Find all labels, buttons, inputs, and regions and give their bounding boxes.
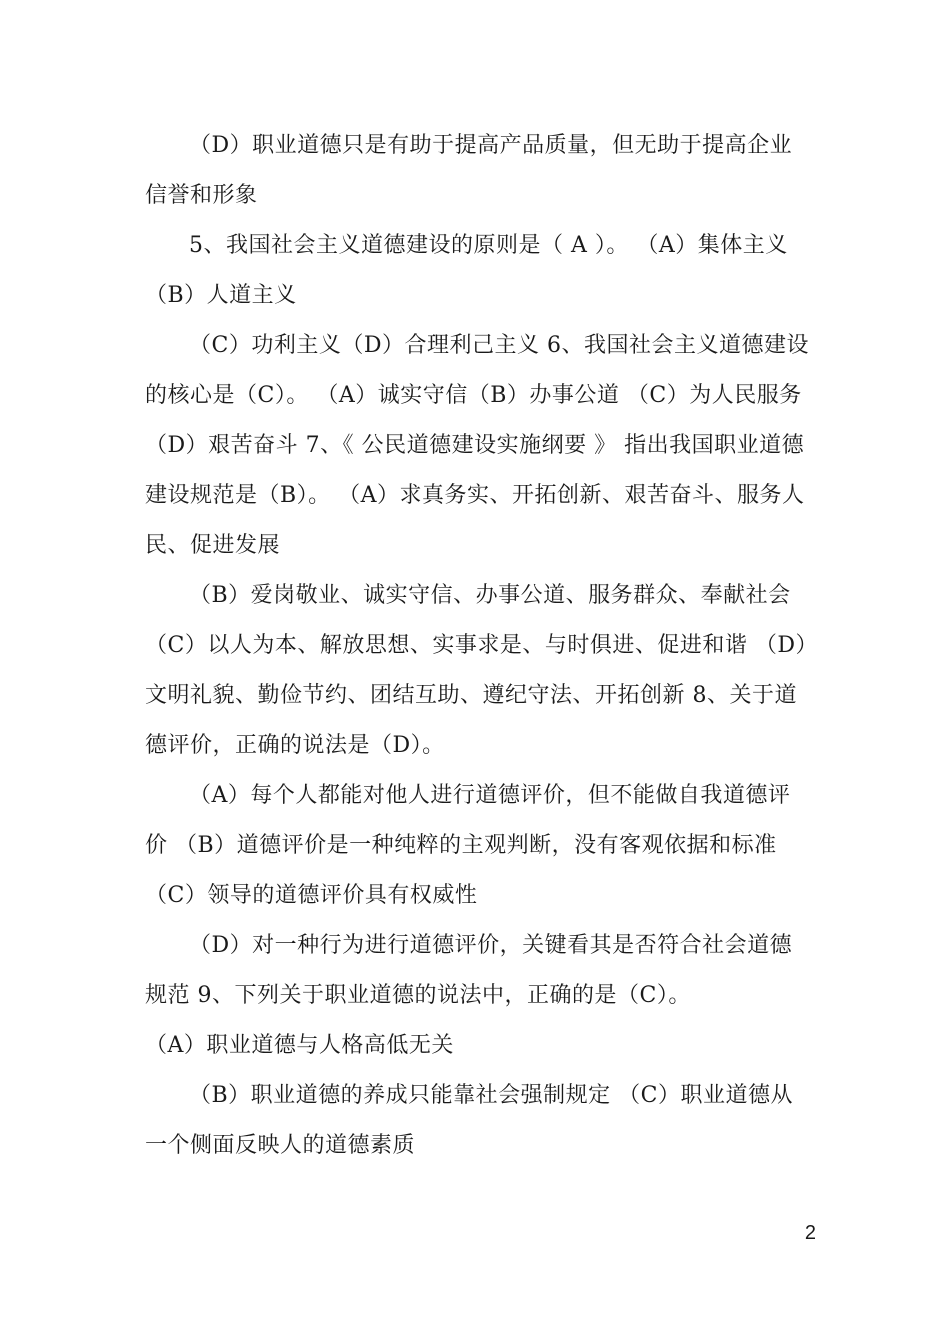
document-body: [145, 121, 810, 1171]
page-number: 2: [804, 1222, 816, 1244]
paragraph-question-5: 5、我国社会主义道德建设的原则是（ A ）。 （A）集体主义（B）人道主义: [145, 233, 788, 308]
paragraph-option-a-personality: （A）职业道德与人格高低无关: [145, 1033, 454, 1058]
paragraph-option-d-question-9: （D）对一种行为进行道德评价，关键看其是否符合社会道德规范 9、下列关于职业道德的说法中，正确的是（C）。: [145, 933, 793, 1008]
paragraph-options-b-c-d-question-8: （B）爱岗敬业、诚实守信、办事公道、服务群众、奉献社会 （C）以人为本、解放思想、实事求是、与时俱进、促进和谐 （D）文明礼貌、勤俭节约、团结互助、遵纪守法、开拓创新 8、关于道德评价，正确的说法是（D）。: [145, 583, 807, 758]
paragraph-option-d-product-quality: （D）职业道德只是有助于提高产品质量，但无助于提高企业信誉和形象: [145, 133, 793, 208]
paragraph-options-a-b-c-evaluation: （A）每个人都能对他人进行道德评价，但不能做自我道德评价 （B）道德评价是一种纯粹的主观判断，没有客观依据和标准 （C）领导的道德评价具有权威性: [145, 783, 791, 908]
paragraph-questions-6-7: （C）功利主义（D）合理利己主义 6、我国社会主义道德建设的核心是（C）。 （A）诚实守信（B）办事公道 （C）为人民服务（D）艰苦奋斗 7、《 公民道德建设实施纲要 》 指出我国职业道德建设规范是（B）。 （A）求真务实、开拓创新、艰苦奋斗、服务人民、促进发展: [145, 333, 809, 558]
paragraph-options-b-c-moral-quality: （B）职业道德的养成只能靠社会强制规定 （C）职业道德从一个侧面反映人的道德素质: [145, 1083, 793, 1158]
